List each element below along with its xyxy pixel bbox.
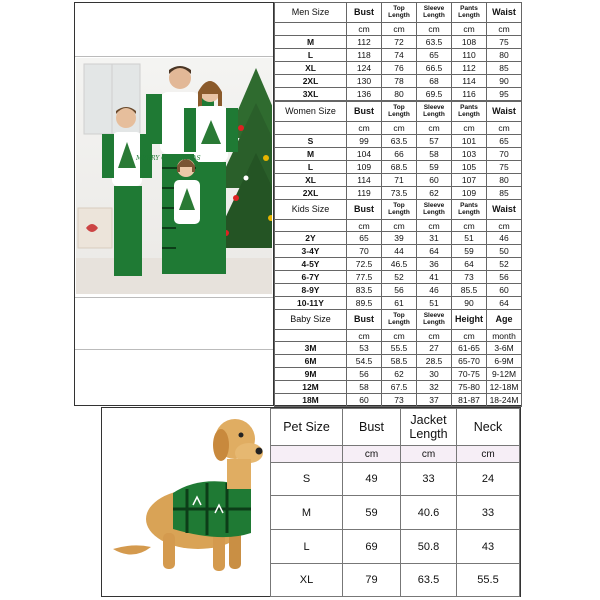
size-label: M	[271, 496, 343, 530]
unit-cell: cm	[382, 220, 417, 232]
value-cell: 75	[487, 36, 522, 49]
col-header: Pants Length	[452, 3, 487, 23]
value-cell: 77.5	[347, 271, 382, 284]
value-cell: 80	[487, 49, 522, 62]
value-cell: 51	[417, 297, 452, 310]
value-cell: 62	[382, 368, 417, 381]
value-cell: 73	[382, 394, 417, 407]
value-cell: 37	[417, 394, 452, 407]
size-label: 6M	[275, 355, 347, 368]
value-cell: 30	[417, 368, 452, 381]
unit-cell: cm	[487, 220, 522, 232]
value-cell: 78	[382, 75, 417, 88]
col-header: Top Length	[382, 102, 417, 122]
divider	[75, 297, 273, 298]
table-row	[275, 284, 522, 297]
value-cell: 59	[417, 161, 452, 174]
value-cell: 114	[347, 174, 382, 187]
value-cell: 101	[452, 135, 487, 148]
value-cell: 56	[382, 284, 417, 297]
value-cell: 74	[382, 49, 417, 62]
value-cell: 116	[452, 88, 487, 101]
value-cell: 65-70	[452, 355, 487, 368]
value-cell: 40.6	[401, 496, 457, 530]
col-header: Height	[452, 310, 487, 330]
size-label: L	[275, 161, 347, 174]
pet-size-table	[270, 408, 520, 597]
unit-cell: cm	[417, 23, 452, 36]
col-header: Age	[487, 310, 522, 330]
col-header: Top Length	[382, 310, 417, 330]
value-cell: 58	[347, 381, 382, 394]
value-cell: 109	[452, 187, 487, 200]
size-label: 8-9Y	[275, 284, 347, 297]
value-cell: 65	[487, 135, 522, 148]
divider	[75, 56, 273, 57]
col-header: Sleeve Length	[417, 310, 452, 330]
value-cell: 89.5	[347, 297, 382, 310]
value-cell: 119	[347, 187, 382, 200]
value-cell: 64	[452, 258, 487, 271]
value-cell: 108	[452, 36, 487, 49]
value-cell: 69.5	[417, 88, 452, 101]
value-cell: 63.5	[382, 135, 417, 148]
value-cell: 83.5	[347, 284, 382, 297]
table-row	[271, 463, 520, 496]
table-row	[275, 394, 522, 407]
value-cell: 41	[417, 271, 452, 284]
section-title: Pet Size	[271, 409, 343, 446]
col-header: Sleeve Length	[417, 200, 452, 220]
table-row	[275, 245, 522, 258]
value-cell: 56	[347, 368, 382, 381]
unit-cell: cm	[452, 23, 487, 36]
value-cell: 50	[487, 245, 522, 258]
size-label: 2Y	[275, 232, 347, 245]
table-row	[275, 271, 522, 284]
merry-christmas-print: MERRY CHRISTMAS	[136, 155, 201, 162]
value-cell: 80	[487, 174, 522, 187]
value-cell: 12-18M	[487, 381, 522, 394]
col-header: Waist	[487, 3, 522, 23]
col-header: Sleeve Length	[417, 102, 452, 122]
size-label: 2XL	[275, 75, 347, 88]
value-cell: 61	[382, 297, 417, 310]
value-cell: 112	[452, 62, 487, 75]
size-label: 3M	[275, 342, 347, 355]
value-cell: 3-6M	[487, 342, 522, 355]
value-cell: 99	[347, 135, 382, 148]
value-cell: 52	[487, 258, 522, 271]
plaid-pajama-icon	[173, 481, 251, 537]
value-cell: 46	[487, 232, 522, 245]
col-header: Sleeve Length	[417, 3, 452, 23]
value-cell: 9-12M	[487, 368, 522, 381]
table-row	[275, 62, 522, 75]
section-title: Baby Size	[275, 310, 347, 330]
value-cell: 130	[347, 75, 382, 88]
value-cell: 73.5	[382, 187, 417, 200]
unit-cell: month	[487, 330, 522, 342]
value-cell: 44	[382, 245, 417, 258]
size-label: 9M	[275, 368, 347, 381]
divider	[75, 349, 273, 350]
value-cell: 68.5	[382, 161, 417, 174]
value-cell: 60	[487, 284, 522, 297]
value-cell: 62	[417, 187, 452, 200]
unit-blank	[271, 446, 343, 463]
table-row	[275, 355, 522, 368]
value-cell: 46	[417, 284, 452, 297]
unit-cell: cm	[452, 122, 487, 135]
value-cell: 60	[347, 394, 382, 407]
value-cell: 59	[452, 245, 487, 258]
value-cell: 71	[382, 174, 417, 187]
unit-cell: cm	[452, 220, 487, 232]
unit-cell: cm	[347, 122, 382, 135]
table-row	[275, 232, 522, 245]
value-cell: 73	[452, 271, 487, 284]
unit-cell: cm	[417, 330, 452, 342]
col-header: Jacket Length	[401, 409, 457, 446]
table-row	[275, 49, 522, 62]
value-cell: 59	[343, 496, 401, 530]
size-label: M	[275, 36, 347, 49]
value-cell: 107	[452, 174, 487, 187]
size-label: XL	[275, 174, 347, 187]
women-size-table	[274, 101, 522, 199]
unit-cell: cm	[457, 446, 520, 463]
unit-blank	[275, 220, 347, 232]
col-header: Bust	[347, 310, 382, 330]
value-cell: 49	[343, 463, 401, 496]
value-cell: 24	[457, 463, 520, 496]
kids-size-table	[274, 199, 522, 309]
table-row	[271, 530, 520, 564]
unit-cell: cm	[347, 330, 382, 342]
value-cell: 61-65	[452, 342, 487, 355]
men-size-table	[274, 2, 522, 101]
table-row	[275, 88, 522, 101]
value-cell: 95	[487, 88, 522, 101]
value-cell: 51	[452, 232, 487, 245]
size-label: 3XL	[275, 88, 347, 101]
value-cell: 136	[347, 88, 382, 101]
col-header: Bust	[347, 102, 382, 122]
size-label: M	[275, 148, 347, 161]
table-row	[275, 148, 522, 161]
value-cell: 66.5	[417, 62, 452, 75]
value-cell: 85.5	[452, 284, 487, 297]
unit-blank	[275, 23, 347, 36]
dog-photo	[103, 409, 263, 595]
size-label: 4-5Y	[275, 258, 347, 271]
size-label: 12M	[275, 381, 347, 394]
value-cell: 110	[452, 49, 487, 62]
value-cell: 50.8	[401, 530, 457, 564]
table-row	[275, 342, 522, 355]
value-cell: 85	[487, 187, 522, 200]
value-cell: 63.5	[401, 564, 457, 597]
value-cell: 39	[382, 232, 417, 245]
value-cell: 72.5	[347, 258, 382, 271]
size-label: S	[275, 135, 347, 148]
value-cell: 33	[457, 496, 520, 530]
table-row	[271, 564, 520, 597]
value-cell: 85	[487, 62, 522, 75]
unit-cell: cm	[347, 23, 382, 36]
value-cell: 90	[452, 297, 487, 310]
col-header: Waist	[487, 102, 522, 122]
unit-cell: cm	[343, 446, 401, 463]
value-cell: 72	[382, 36, 417, 49]
value-cell: 68	[417, 75, 452, 88]
section-title: Kids Size	[275, 200, 347, 220]
value-cell: 64	[487, 297, 522, 310]
col-header: Top Length	[382, 3, 417, 23]
col-header: Bust	[347, 200, 382, 220]
section-title: Men Size	[275, 3, 347, 23]
value-cell: 124	[347, 62, 382, 75]
value-cell: 52	[382, 271, 417, 284]
value-cell: 109	[347, 161, 382, 174]
value-cell: 57	[417, 135, 452, 148]
value-cell: 28.5	[417, 355, 452, 368]
dog-pajama-illustration	[103, 409, 263, 595]
table-row	[275, 36, 522, 49]
col-header: Pants Length	[452, 102, 487, 122]
size-label: 10-11Y	[275, 297, 347, 310]
table-row	[275, 174, 522, 187]
unit-cell: cm	[382, 330, 417, 342]
section-title: Women Size	[275, 102, 347, 122]
size-label: XL	[271, 564, 343, 597]
value-cell: 36	[417, 258, 452, 271]
size-label: 18M	[275, 394, 347, 407]
value-cell: 65	[347, 232, 382, 245]
value-cell: 63.5	[417, 36, 452, 49]
table-row	[275, 258, 522, 271]
col-header: Pants Length	[452, 200, 487, 220]
unit-cell: cm	[487, 23, 522, 36]
value-cell: 66	[382, 148, 417, 161]
col-header: Neck	[457, 409, 520, 446]
col-header: Bust	[347, 3, 382, 23]
unit-cell: cm	[382, 122, 417, 135]
table-row	[271, 496, 520, 530]
table-row	[275, 297, 522, 310]
value-cell: 6-9M	[487, 355, 522, 368]
size-label: 2XL	[275, 187, 347, 200]
value-cell: 70	[487, 148, 522, 161]
value-cell: 79	[343, 564, 401, 597]
size-label: S	[271, 463, 343, 496]
value-cell: 56	[487, 271, 522, 284]
value-cell: 53	[347, 342, 382, 355]
value-cell: 32	[417, 381, 452, 394]
unit-blank	[275, 122, 347, 135]
value-cell: 103	[452, 148, 487, 161]
value-cell: 33	[401, 463, 457, 496]
col-header: Bust	[343, 409, 401, 446]
size-label: 3-4Y	[275, 245, 347, 258]
unit-cell: cm	[417, 122, 452, 135]
value-cell: 31	[417, 232, 452, 245]
value-cell: 81-87	[452, 394, 487, 407]
value-cell: 75	[487, 161, 522, 174]
value-cell: 75-80	[452, 381, 487, 394]
value-cell: 64	[417, 245, 452, 258]
unit-cell: cm	[347, 220, 382, 232]
value-cell: 58	[417, 148, 452, 161]
value-cell: 55.5	[382, 342, 417, 355]
value-cell: 70	[347, 245, 382, 258]
size-label: L	[275, 49, 347, 62]
value-cell: 69	[343, 530, 401, 564]
value-cell: 27	[417, 342, 452, 355]
value-cell: 90	[487, 75, 522, 88]
value-cell: 54.5	[347, 355, 382, 368]
size-label: XL	[275, 62, 347, 75]
unit-cell: cm	[401, 446, 457, 463]
table-row	[275, 75, 522, 88]
value-cell: 104	[347, 148, 382, 161]
table-row	[275, 161, 522, 174]
value-cell: 114	[452, 75, 487, 88]
unit-cell: cm	[382, 23, 417, 36]
table-row	[275, 187, 522, 200]
value-cell: 55.5	[457, 564, 520, 597]
value-cell: 70-75	[452, 368, 487, 381]
size-label: 6-7Y	[275, 271, 347, 284]
unit-cell: cm	[417, 220, 452, 232]
value-cell: 112	[347, 36, 382, 49]
table-row	[275, 135, 522, 148]
col-header: Top Length	[382, 200, 417, 220]
family-photo	[76, 58, 272, 294]
value-cell: 76	[382, 62, 417, 75]
unit-cell: cm	[487, 122, 522, 135]
value-cell: 67.5	[382, 381, 417, 394]
unit-blank	[275, 330, 347, 342]
col-header: Waist	[487, 200, 522, 220]
value-cell: 43	[457, 530, 520, 564]
table-row	[275, 368, 522, 381]
unit-cell: cm	[452, 330, 487, 342]
baby-size-table	[274, 309, 522, 406]
value-cell: 46.5	[382, 258, 417, 271]
value-cell: 105	[452, 161, 487, 174]
value-cell: 80	[382, 88, 417, 101]
value-cell: 60	[417, 174, 452, 187]
family-pajama-illustration	[76, 58, 272, 294]
value-cell: 118	[347, 49, 382, 62]
size-label: L	[271, 530, 343, 564]
value-cell: 18-24M	[487, 394, 522, 407]
value-cell: 65	[417, 49, 452, 62]
table-row	[275, 381, 522, 394]
value-cell: 58.5	[382, 355, 417, 368]
